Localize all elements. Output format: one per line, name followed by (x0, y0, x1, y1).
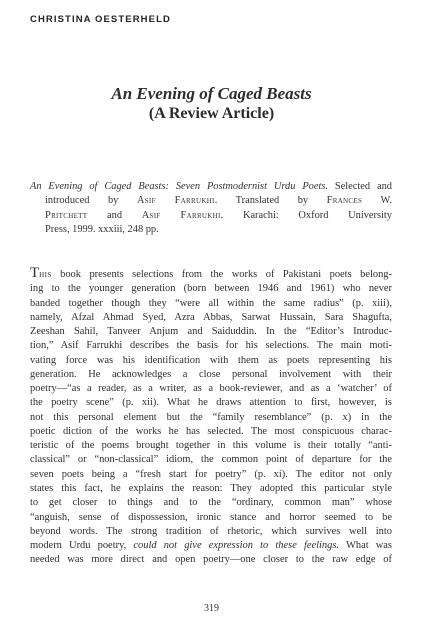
citation-line: introduced by Asif Farrukhi. Translated by Frances W. (45, 195, 392, 207)
body-line: not this personal element but the “family resemblance” (p. x) in the (30, 411, 392, 423)
body-line: seven poets being a “fresh start for poetry” (p. xi). The editor not only (30, 468, 392, 480)
article-title: An Evening of Caged Beasts (111, 84, 312, 103)
editor-name: Asif Farrukhi (136, 195, 215, 207)
body-line: Zeeshan Sahil, Tanveer Anjum and Saiduddin. In the “Editor’s Introduc- (30, 326, 392, 338)
body-line: to get closer to things and to the “ordinary, common man” whose (30, 497, 392, 509)
book-citation (30, 180, 392, 237)
body-line: classical” or “non-classical” idiom, the common point of departure for the (30, 454, 392, 466)
body-line: This book presents selections from the works of Pakistani poets belong- (30, 265, 392, 281)
body-line: states this fact, he explains the reason: They adopted this particular style (30, 482, 392, 494)
citation-line: An Evening of Caged Beasts: Seven Postmodernist Urdu Poets. Selected and (30, 181, 392, 192)
body-line: poetry—“as a reader, as a writer, as a book-reviewer, and as a ‘watcher’ of (30, 383, 392, 395)
translator-name: Frances (326, 195, 363, 207)
translator-name: Pritchett (45, 209, 88, 221)
body-line: banded together though they “were all within the same radius” (p. xiii), (30, 297, 392, 309)
body-line: teristic of the poems brought together in this volume is their totally “anti- (30, 440, 392, 452)
editor-name: Asif Farrukhi (141, 209, 221, 221)
article-body (30, 265, 392, 568)
book-title: An Evening of Caged Beasts: Seven Postmodernist Urdu Poets. (30, 181, 328, 192)
body-line: poetic diction of the works he has selected. The most conspicuous charac- (30, 425, 392, 437)
body-line: ing to the younger generation (born between 1946 and 1961) who never (30, 283, 392, 295)
body-line: the poetry scene” (p. xii). What he draws attention to first, however, is (30, 397, 392, 409)
citation-line: Pritchett and Asif Farrukhi. Karachi: Oxford University (45, 209, 392, 221)
drop-cap: T (30, 265, 40, 281)
body-line: needed was more direct and open poetry—one closer to the raw edge of (30, 554, 392, 566)
running-head: CHRISTINA OESTERHELD (30, 14, 171, 25)
emphasis-text: could not give expression to these feelings. (133, 540, 340, 552)
body-line: beyond words. The strong tradition of rhetoric, which survives well into (30, 525, 392, 537)
citation-line: Press, 1999. xxxiii, 248 pp. (45, 223, 159, 235)
article-subtitle: (A Review Article) (148, 105, 275, 122)
lead-word: his (39, 269, 52, 280)
page-number: 319 (204, 603, 219, 614)
body-line: “anguish, sense of dispossession, ironic stance and horror seemed to be (30, 511, 392, 523)
body-line: tion,” Asif Farrukhi describes the basis for his selections. The main moti- (30, 340, 392, 352)
body-line: namely, Afzal Ahmad Syed, Azra Abbas, Sarwat Hussain, Sara Shagufta, (30, 311, 392, 323)
body-line: modern Urdu poetry, could not give expression to these feelings. What was (30, 540, 392, 552)
body-line: generation. He acknowledges a close personal involvement with their (30, 368, 392, 380)
body-line: vating force was his identification with them as poets representing his (30, 354, 392, 366)
